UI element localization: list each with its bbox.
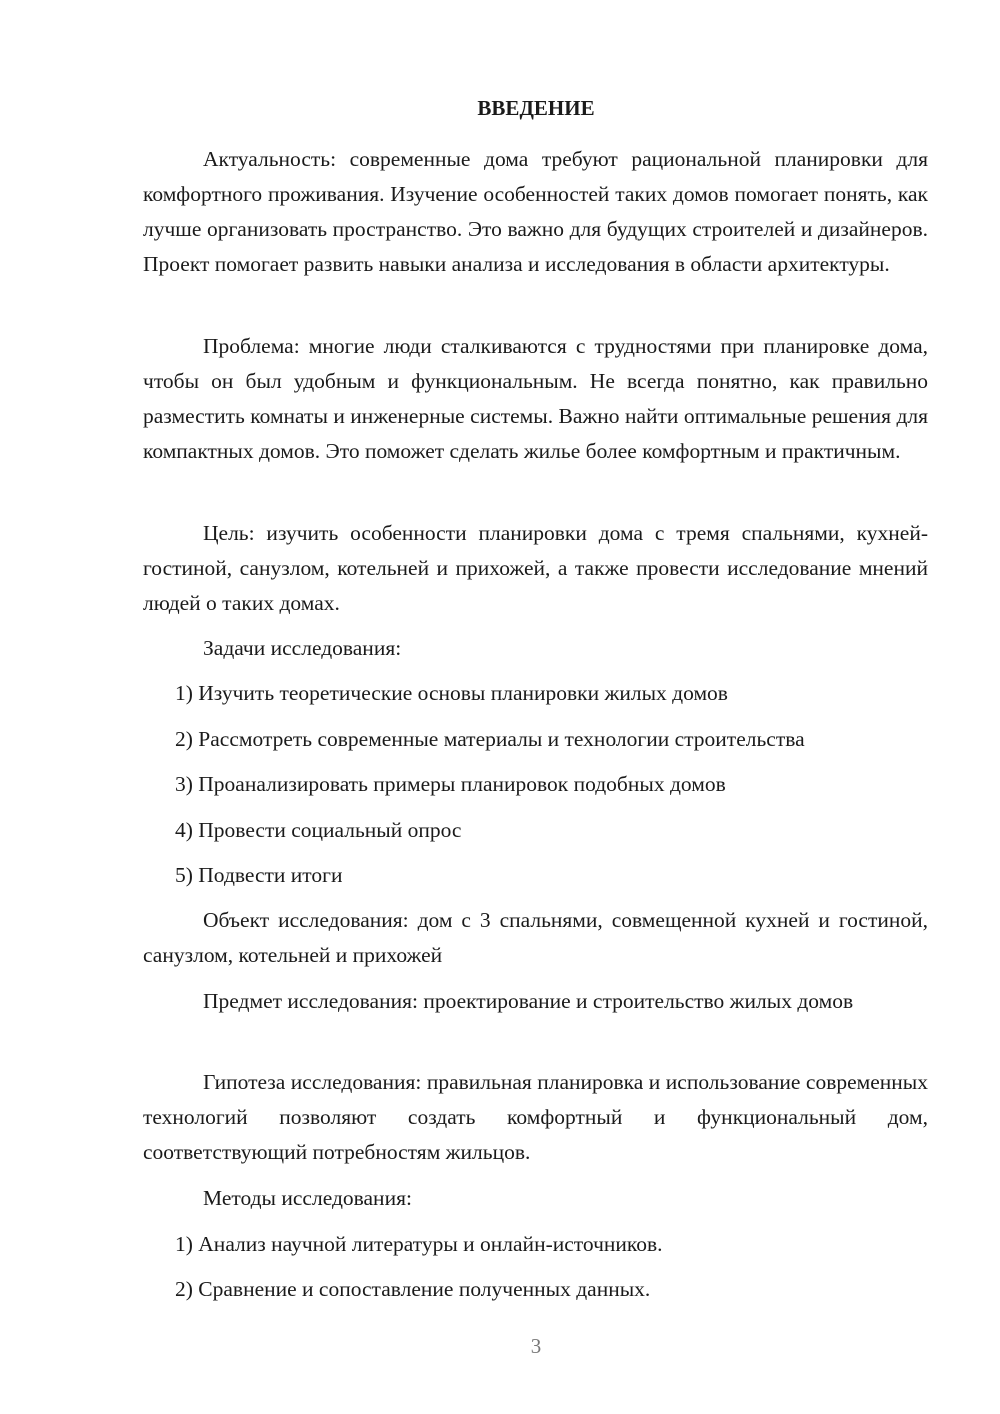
- list-item-task-5: 5) Подвести итоги: [175, 863, 343, 887]
- paragraph-goal: Цель: изучить особенности планировки дома с тремя спальнями, кухней-гостиной, санузлом, котельней и прихожей, а также провести исследование мнений людей о таких домах.: [143, 521, 928, 615]
- page-title: ВВЕДЕНИЕ: [477, 96, 595, 120]
- tasks-heading: Задачи исследования:: [203, 636, 402, 660]
- list-item-method-1: 1) Анализ научной литературы и онлайн-источников.: [175, 1232, 663, 1256]
- methods-heading: Методы исследования:: [203, 1186, 412, 1210]
- paragraph-hypothesis: Гипотеза исследования: правильная планировка и использование современных технологий позволяют создать комфортный и функциональный дом, соответствующий потребностям жильцов.: [143, 1070, 928, 1164]
- list-item-method-2: 2) Сравнение и сопоставление полученных данных.: [175, 1277, 651, 1301]
- list-item-task-2: 2) Рассмотреть современные материалы и технологии строительства: [175, 727, 805, 751]
- list-item-task-1: 1) Изучить теоретические основы планировки жилых домов: [175, 681, 728, 705]
- paragraph-object: Объект исследования: дом с 3 спальнями, совмещенной кухней и гостиной, санузлом, котельней и прихожей: [143, 908, 928, 967]
- list-item-task-3: 3) Проанализировать примеры планировок подобных домов: [175, 772, 726, 796]
- page-number: 3: [530, 1334, 542, 1358]
- paragraph-subject: Предмет исследования: проектирование и строительство жилых домов: [203, 989, 854, 1013]
- list-item-task-4: 4) Провести социальный опрос: [175, 818, 462, 842]
- paragraph-relevance: Актуальность: современные дома требуют рациональной планировки для комфортного проживания. Изучение особенностей таких домов помогает понять, как лучше организовать пространство. Это важно для будущих строителей и дизайнеров. Проект помогает развить навыки анализа и исследования в области архитектуры.: [143, 147, 928, 276]
- paragraph-problem: Проблема: многие люди сталкиваются с трудностями при планировке дома, чтобы он был удобным и функциональным. Не всегда понятно, как правильно разместить комнаты и инженерные системы. Важно найти оптимальные решения для компактных домов. Это поможет сделать жилье более комфортным и практичным.: [143, 334, 928, 463]
